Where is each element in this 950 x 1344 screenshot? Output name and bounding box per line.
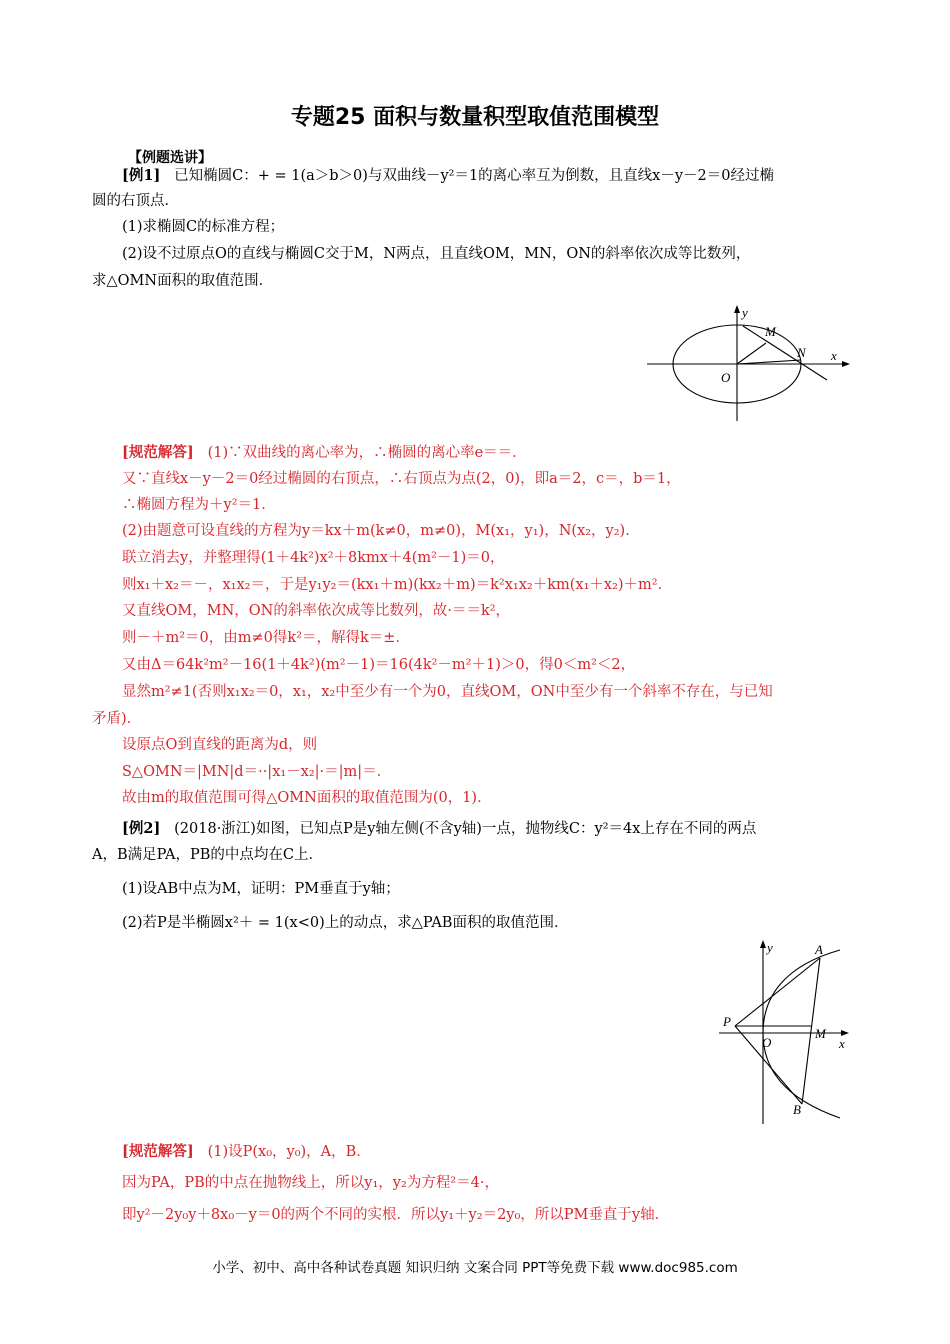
ex1-s7: 又直线OM，MN，ON的斜率依次成等比数列，故·＝＝k²，	[122, 603, 511, 619]
label-p: P	[723, 1014, 731, 1029]
ex1-s11: 矛盾)．	[92, 711, 142, 727]
ex2-s1: (1)设P(x₀，y₀)，A，B．	[207, 1144, 371, 1160]
ex2-s2: 因为PA，PB的中点在抛物线上，所以y₁，y₂为方程²＝4·，	[122, 1175, 499, 1191]
ex1-s14: 故由m的取值范围可得△OMN面积的取值范围为(0，1)．	[122, 790, 492, 806]
ex1-tag: [例1]	[122, 167, 161, 184]
label-m: M	[815, 1026, 826, 1041]
line-om	[737, 343, 766, 364]
label-y: y	[742, 305, 748, 320]
ex1-q5: 求△OMN面积的取值范围．	[92, 273, 274, 289]
ex1-s12: 设原点O到直线的距离为d，则	[122, 737, 318, 753]
ex2-s3: 即y²－2y₀y＋8x₀－y＝0的两个不同的实根．所以y₁＋y₂＝2y₀，所以PM垂直于y轴．	[122, 1207, 670, 1223]
ex1-s3: ∴椭圆方程为＋y²＝1．	[122, 497, 276, 513]
ex1-solution-line-1	[122, 444, 527, 462]
label-a: A	[815, 942, 823, 957]
ex1-s9: 又由Δ＝64k²m²－16(1＋4k²)(m²－1)＝16(4k²－m²＋1)＞0，得0＜m²＜2，	[122, 657, 636, 673]
ex1-s8: 则－＋m²＝0，由m≠0得k²＝，解得k＝±．	[122, 630, 410, 646]
ex2-q1: (2018·浙江)如图，已知点P是y轴左侧(不含y轴)一点，抛物线C：y²＝4x上存在不同的两点	[174, 821, 757, 837]
label-y: y	[767, 940, 773, 955]
page-title: 专题25 面积与数量积型取值范围模型	[290, 105, 660, 130]
parabola-curve	[763, 950, 840, 1118]
ex1-q4: (2)设不过原点O的直线与椭圆C交于M，N两点，且直线OM，MN，ON的斜率依次成等比数列，	[122, 246, 751, 262]
ex1-s1: (1)∵双曲线的离心率为，∴椭圆的离心率e＝＝．	[207, 445, 527, 461]
ex2-tag: [例2]	[122, 820, 161, 837]
y-axis-arrow	[760, 940, 766, 948]
ex2-solution-tag: [规范解答]	[122, 1143, 194, 1160]
section-heading: 【例题选讲】	[128, 150, 212, 166]
ex1-s4: (2)由题意可设直线的方程为y＝kx＋m(k≠0，m≠0)，M(x₁，y₁)，N(x₂，y₂)．	[122, 523, 640, 539]
ex2-q4: (2)若P是半椭圆x²＋ = 1(x<0)上的动点，求△PAB面积的取值范围．	[122, 915, 569, 931]
label-o: O	[762, 1035, 772, 1050]
ex1-s10: 显然m²≠1(否则x₁x₂＝0，x₁，x₂中至少有一个为0，直线OM，ON中至少有一个斜率不存在，与已知	[122, 684, 773, 700]
ex2-solution-line-1	[122, 1143, 371, 1161]
parabola-figure	[715, 938, 855, 1128]
label-x: x	[839, 1036, 845, 1051]
y-axis-arrow	[734, 305, 740, 313]
label-n: N	[797, 345, 806, 360]
line-pa	[735, 958, 820, 1026]
page-footer: 小学、初中、高中各种试卷真题 知识归纳 文案合同 PPT等免费下载 www.doc985.com	[212, 1260, 738, 1276]
line-on	[737, 360, 801, 364]
ex2-q3: (1)设AB中点为M，证明：PM垂直于y轴；	[122, 881, 400, 897]
ex1-q3: (1)求椭圆C的标准方程；	[122, 219, 285, 235]
label-b: B	[793, 1102, 801, 1117]
ex1-s5: 联立消去y，并整理得(1＋4k²)x²＋8kmx＋4(m²－1)＝0，	[122, 550, 505, 566]
label-o: O	[721, 370, 731, 385]
ex1-s13: S△OMN＝|MN|d＝··|x₁－x₂|·＝|m|＝．	[122, 764, 392, 780]
x-axis-arrow	[842, 361, 850, 367]
line-mn	[743, 326, 827, 380]
label-m: M	[765, 324, 776, 339]
ex1-q2: 圆的右顶点．	[92, 193, 179, 209]
ex1-s2: 又∵直线x－y－2＝0经过椭圆的右顶点，∴右顶点为点(2，0)，即a＝2，c＝，b＝1，	[122, 471, 681, 487]
ex1-q1: 已知椭圆C：+ = 1(a＞b＞0)与双曲线－y²＝1的离心率互为倒数，且直线x－y－2＝0经过椭	[174, 168, 774, 184]
ex2-question-line-1	[122, 820, 756, 838]
ex1-question-line-1	[122, 167, 774, 185]
ellipse-figure	[645, 305, 855, 425]
ex1-solution-tag: [规范解答]	[122, 444, 194, 461]
label-x: x	[831, 348, 837, 363]
ex1-s6: 则x₁＋x₂＝－，x₁x₂＝，于是y₁y₂＝(kx₁＋m)(kx₂＋m)＝k²x₁x₂＋km(x₁＋x₂)＋m²．	[122, 577, 673, 593]
ex2-q2: A，B满足PA，PB的中点均在C上．	[92, 847, 324, 863]
